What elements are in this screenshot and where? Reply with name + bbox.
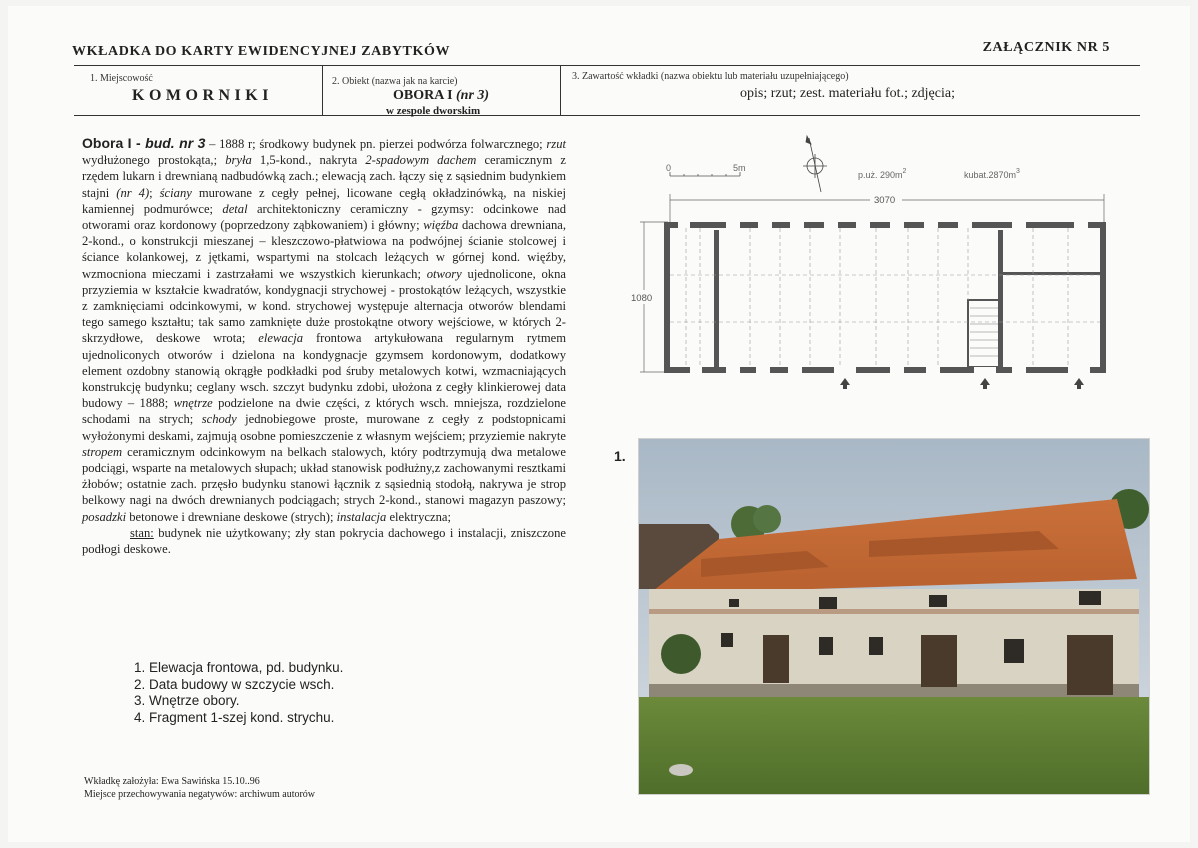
- photo-list-item: 2. Data budowy w szczycie wsch.: [134, 676, 335, 692]
- description-term: detal: [222, 201, 248, 216]
- scale-zero: 0: [666, 163, 672, 173]
- description-text: ceramicznym z rzędem lukarn i drewnianą nadbudówką zach.; elewacją zach. łączy się z sąsiednim budynkiem stajni: [82, 153, 566, 200]
- cornice: [649, 609, 1139, 614]
- header-rule-top: [74, 65, 1140, 66]
- state-text: budynek nie użytkowany; zły stan pokrycia dachowego i instalacji, zniszczone podłogi deskowe.: [82, 525, 566, 557]
- stone: [669, 764, 693, 776]
- description-text: jednobiegowe proste, murowane z cegły z podstopnicami wyłożonymi deskami, zajmują osobne pomieszczenie z własnym wejściem; przyziemie nakryte: [82, 412, 567, 443]
- object-number: (nr 3): [456, 88, 490, 103]
- object-name: OBORA I: [393, 88, 453, 103]
- description-text: ;: [149, 185, 160, 200]
- description-term: posadzki: [82, 509, 127, 524]
- stair-treads: [970, 308, 998, 356]
- floor-plan-drawing: [628, 130, 1118, 400]
- state-label: stan:: [130, 525, 154, 540]
- description-text: betonowe i drewniane deskowe (strych);: [126, 509, 337, 524]
- description-text: elektryczna;: [386, 509, 451, 524]
- description-text: 1,5-kond., nakryta: [251, 153, 366, 168]
- description-term: otwory: [426, 266, 462, 281]
- photo-number: 1.: [614, 448, 626, 464]
- description-text: architektoniczny ceramiczny - gzymsy: odcinkowe nad otworami oraz kordonowy (poprzedzony ząbkowaniem) i główny;: [82, 201, 567, 233]
- description-term: wnętrze: [173, 396, 213, 411]
- attachment-number: ZAŁĄCZNIK NR 5: [982, 40, 1110, 55]
- field-divider-2: [560, 66, 561, 115]
- object-description: [82, 135, 566, 557]
- building-outline: [664, 222, 1106, 373]
- photo-list-item: 3. Wnętrze obory.: [134, 693, 240, 708]
- description-text: murowane z cegły pełnej, licowane cegłą okładzinówką, na niskiej kamiennej podmurówce;: [82, 185, 566, 216]
- depth-dimension-label: 1080: [631, 293, 653, 304]
- contents-value: opis; rzut; zest. materiału fot.; zdjęcia;: [740, 86, 955, 101]
- entrance-arrow-icon: [840, 378, 1084, 389]
- description-text: ceramicznym odcinkowym na belkach stalowych, który podtrzymują dwa metalowe podciągi, wsparte na metalowych słupach; układ stanowisk podłużny,z zachowanymi resztkami żłobów; ostatnie zach. przęsło budynku stanowi łącznik z sąsiednią stodołą, nakrywa je strop belkowy nagi na dwóch drewnianych podciągach; strych 2-kond., stanowi magazyn paszowy;: [82, 444, 566, 508]
- footer-author: Wkładkę założyła: Ewa Sawińska 15.10..96: [84, 776, 260, 787]
- window-openings: [678, 222, 1090, 373]
- description-term: więźba: [423, 218, 459, 233]
- description-text: frontowa artykułowana regularnym rytmem ujednoliconych otworów i dzielona na kondygnacje gzymsem kordonowym, dodatkowy element ozdobny stanowią okrągłe podkładki pod śruby metalowych kotwi, wzmacniających konstrukcję budynku; ceglany wsch. szczyt budynku zdobi, ułożona z cegły klinkierowej data budowy – 1888;: [82, 331, 566, 411]
- description-text: wydłużonego prostokąta,;: [82, 153, 226, 168]
- description-body: [82, 137, 566, 524]
- description-term: ściany: [159, 185, 192, 200]
- object-value: [393, 88, 489, 104]
- barn-photograph: [638, 438, 1150, 795]
- description-text: ujednolicone, okna przyziemia w kształcie kwadratów, kondygnacji strychowej - prostokątów leżących, wszystkie z zamknięciami odcinkowymi, w kond. strychowej występuje alternacja otworów blendami tego samego kształtu; tak samo zamknięte duże prostokątne otwory wejściowe, w których 2-skrzydłowe, deskowe wrota;: [82, 266, 566, 346]
- description-lead-number: bud. nr 3: [145, 135, 206, 151]
- object-subtitle: w zespole dworskim: [386, 105, 481, 117]
- object-label: 2. Obiekt (nazwa jak na karcie): [332, 76, 458, 87]
- description-term: instalacja: [336, 509, 387, 524]
- scale-end: 5m: [733, 163, 746, 173]
- footer: [84, 775, 315, 801]
- contents-label: 3. Zawartość wkładki (nazwa obiektu lub materiału uzupełniającego): [572, 71, 849, 82]
- description-term: 2-spadowym dachem: [365, 153, 477, 168]
- plinth: [649, 684, 1139, 699]
- building-volume: $kubat.2870m^3$: [964, 168, 1020, 180]
- scale-bar: [670, 172, 740, 176]
- description-term: elewacja: [258, 331, 304, 346]
- description-term: rzut: [546, 137, 566, 151]
- town-value: KOMORNIKI: [132, 87, 273, 104]
- description-text: – 1888 r; środkowy budynek pn. pierzei podwórza folwarcznego;: [205, 137, 547, 151]
- footer-storage: Miejsce przechowywania negatywów: archiwum autorów: [84, 789, 316, 800]
- structural-grid: [670, 228, 1100, 367]
- photo-list-item: 4. Fragment 1-szej kond. strychu.: [134, 709, 335, 725]
- description-term: bryła: [225, 153, 252, 168]
- photo-list-item: 1. Elewacja frontowa, pd. budynku.: [134, 660, 344, 675]
- header-rule-bottom: [74, 115, 1140, 116]
- description-term: (nr 4): [116, 185, 150, 200]
- description-term: stropem: [82, 444, 123, 459]
- grass-field: [639, 697, 1149, 794]
- shrub: [661, 634, 701, 674]
- description-lead: Obora I -: [82, 135, 146, 151]
- town-label: 1. Miejscowość: [90, 73, 153, 84]
- width-dimension-label: 3070: [874, 195, 896, 206]
- field-divider-1: [322, 66, 323, 115]
- document-title: WKŁADKA DO KARTY EWIDENCYJNEJ ZABYTKÓW: [72, 44, 451, 59]
- north-arrow-icon: [803, 136, 827, 192]
- description-text: dachowa drewniana, 2-kond., o konstrukcji mieszanej – kleszczowo-płatwiowa na podwójnej ścianie stolcowej i ściance kolankowej, z jętkami, wspartymi na stolcach leżących w górnej kond. więźby, wzmocniona mieczami i zastrzałami we wszystkich kierunkach;: [82, 218, 566, 281]
- photo-list: [134, 660, 343, 726]
- description-text: podzielone na dwie części, z których wsch. mniejsza, rozdzielone schodami na strych;: [82, 396, 566, 427]
- description-term: schody: [201, 412, 237, 427]
- usable-area: p.uż. $290m^2$: [858, 168, 907, 180]
